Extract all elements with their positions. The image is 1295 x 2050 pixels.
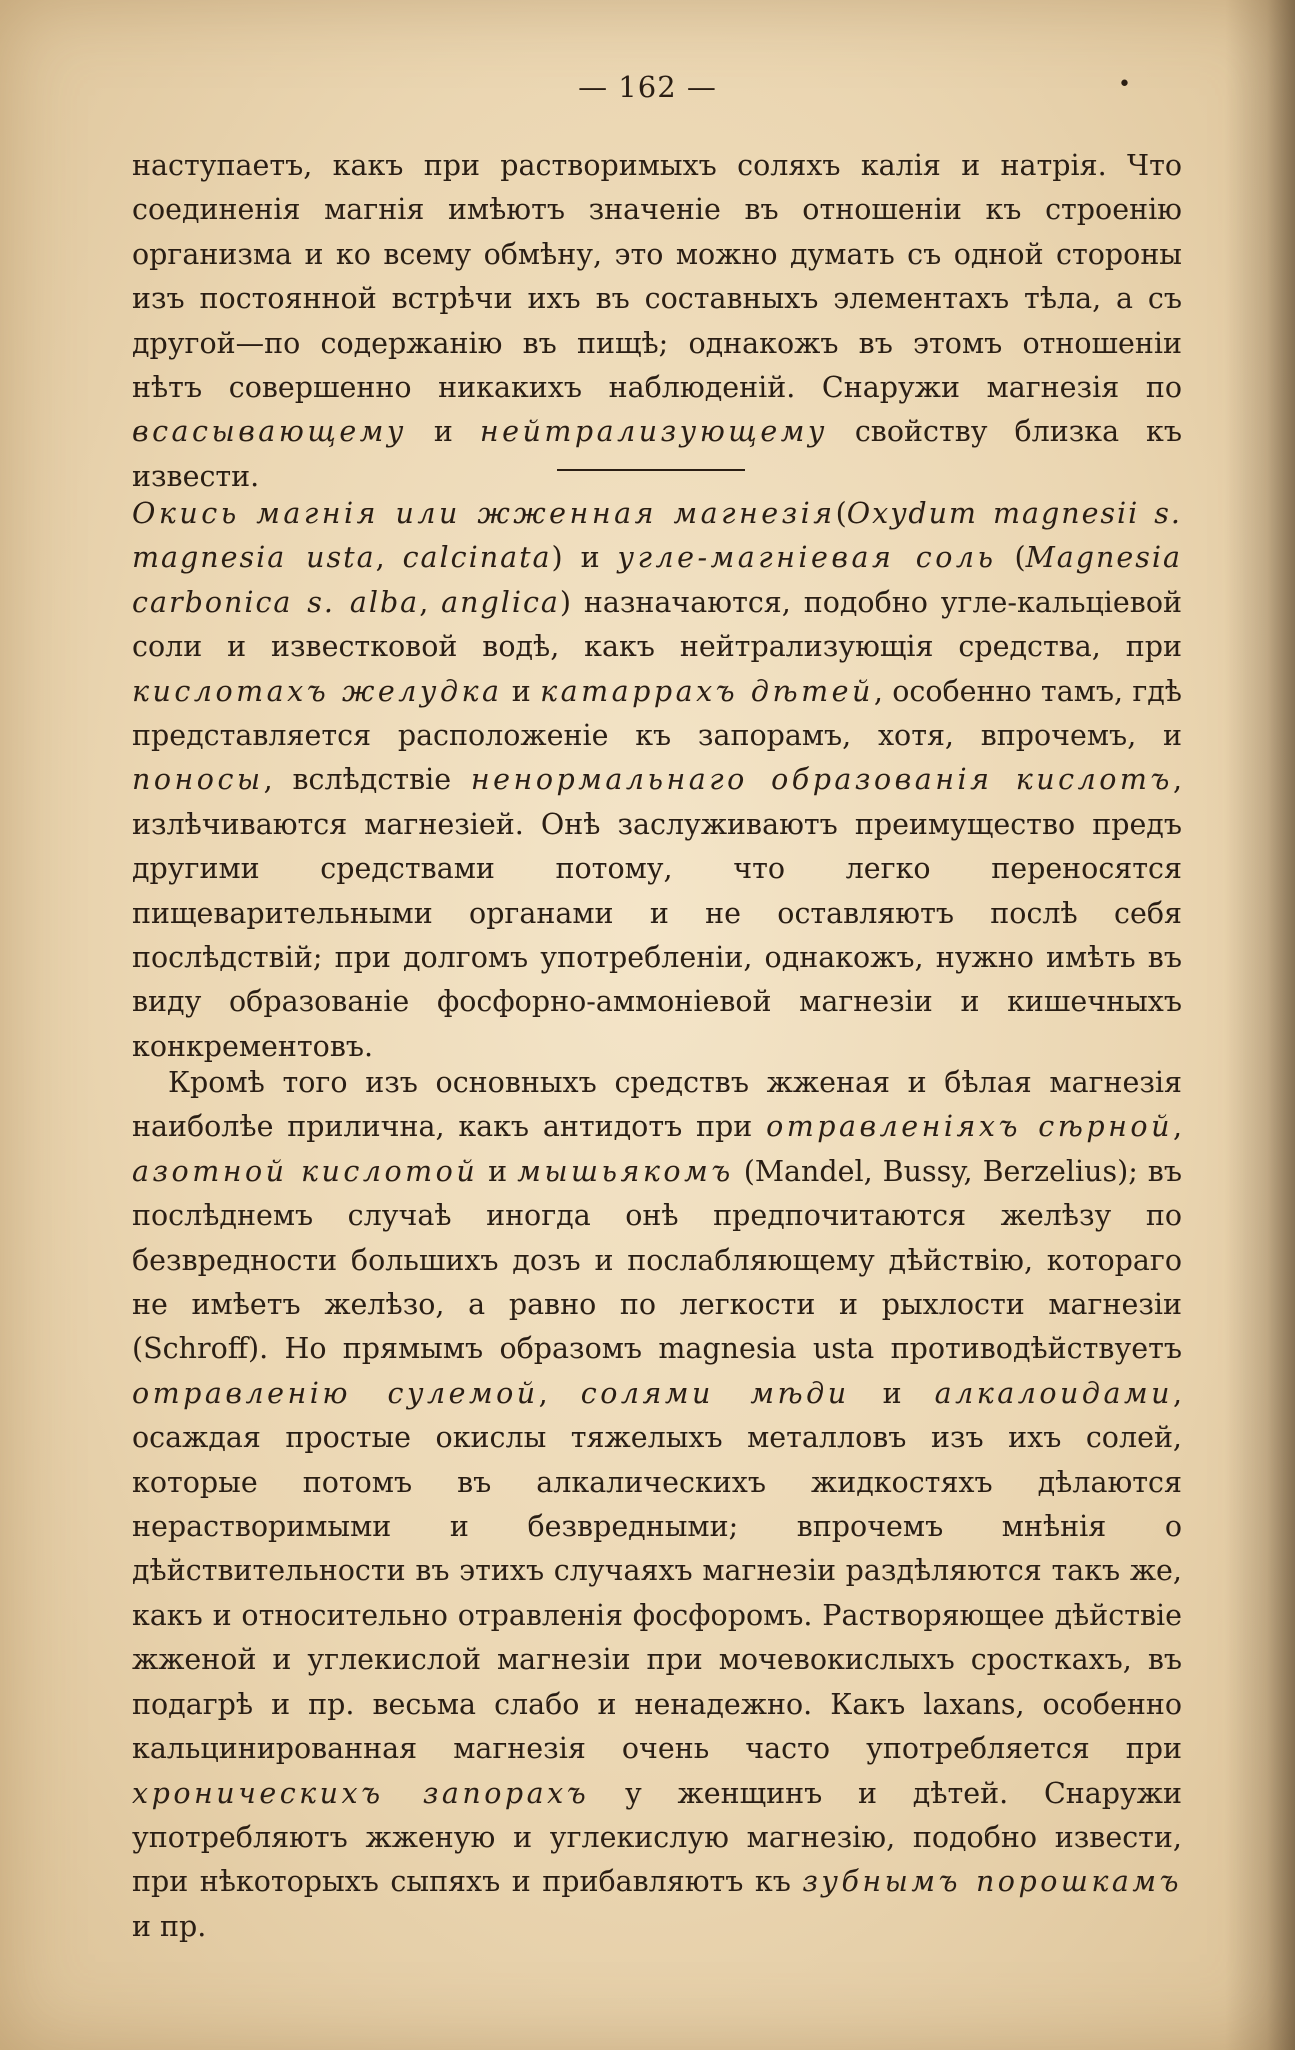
- text-run: ,: [538, 1376, 581, 1410]
- print-speck: •: [1118, 72, 1131, 97]
- text-run: ,: [375, 541, 403, 575]
- spine-shadow: [1225, 0, 1295, 2050]
- text-run: свойству близка къ извести.: [132, 415, 1182, 493]
- text-run: и пр.: [132, 1909, 207, 1943]
- emphasized-term: хроническихъ запорахъ: [132, 1776, 590, 1810]
- text-run: (: [835, 497, 847, 530]
- emphasized-term: зубнымъ порошкамъ: [802, 1865, 1182, 1899]
- emphasized-term: calcinata: [402, 541, 552, 575]
- emphasized-term: угле-магніевая соль: [617, 541, 997, 575]
- emphasized-term: Oxydum magnesii s. magnesia usta: [132, 497, 1182, 575]
- emphasized-term: мышьякомъ: [517, 1154, 734, 1188]
- emphasized-term: всасывающему: [132, 415, 407, 449]
- paragraph-2: [132, 492, 1182, 1069]
- emphasized-term: солями мѣди: [580, 1376, 850, 1410]
- emphasized-term: ненормальнаго образованія кислотъ: [470, 763, 1173, 797]
- text-run: , особенно тамъ, гдѣ представляется расположеніе къ запорамъ, хотя, впрочемъ, и: [132, 674, 1182, 753]
- emphasized-term: отравленію сулемой: [132, 1376, 539, 1410]
- text-run: (: [996, 541, 1026, 575]
- emphasized-term: отравленіяхъ сѣрной: [766, 1110, 1173, 1144]
- emphasized-term: anglica: [441, 585, 560, 619]
- text-run: , излѣчиваются магнезіей. Онѣ заслуживаютъ преимущество предъ другими средствами потому, что легко переносятся пищеварительными органами и не оставляютъ послѣ себя послѣдствій; при долгомъ употребленіи, однакожъ, нужно имѣть въ виду образованіе фосфорно-аммоніевой магнезіи и кишечныхъ конкрементовъ.: [132, 763, 1182, 1063]
- emphasized-term: Magnesia carbonica s. alba: [132, 541, 1182, 619]
- text-run: (Mandel, Bussy, Berzelius); въ послѣднемъ случаѣ иногда онѣ предпочитаются желѣзу по безвредности большихъ дозъ и послабляющему дѣйствію, котораго не имѣетъ желѣзо, а равно по легкости и рыхлости магнезіи (Schroff). Но прямымъ образомъ magnesia usta противодѣйствуетъ: [132, 1154, 1182, 1366]
- emphasized-term: катаррахъ дѣтей: [540, 674, 874, 708]
- paragraph-1: [132, 144, 1182, 499]
- text-run: ,: [419, 585, 442, 619]
- paragraph-3: [132, 1061, 1182, 1949]
- text-run: Кромѣ того изъ основныхъ средствъ жженая и бѣлая магнезія наиболѣе прилична, какъ антидотъ при: [132, 1066, 1182, 1144]
- emphasized-term: поносы: [132, 763, 264, 797]
- emphasized-term: Окись магнія или жженная магнезія: [132, 497, 836, 530]
- emphasized-term: кислотахъ желудка: [132, 674, 503, 708]
- text-run: ) и: [551, 541, 618, 575]
- text-run: и: [849, 1376, 935, 1410]
- text-run: и: [478, 1154, 518, 1188]
- page-number: — 162 —: [578, 70, 717, 104]
- text-run: и: [502, 674, 541, 708]
- text-run: , осаждая простые окислы тяжелыхъ металловъ изъ ихъ солей, которые потомъ въ алкалическихъ жидкостяхъ дѣлаются нерастворимыми и безвредными; впрочемъ мнѣнія о дѣйствительности въ этихъ случаяхъ магнезіи раздѣляются такъ же, какъ и относительно отравленія фосфоромъ. Растворяющее дѣйствіе жженой и углекислой магнезіи при мочевокислыхъ сросткахъ, въ подагрѣ и пр. весьма слабо и ненадежно. Какъ laxans, особенно кальцинированная магнезія очень часто употребляется при: [132, 1376, 1182, 1766]
- emphasized-term: азотной кислотой: [132, 1154, 479, 1188]
- text-run: ) назначаются, подобно угле-кальціевой соли и известковой водѣ, какъ нейтрализующія средства, при: [132, 585, 1182, 664]
- emphasized-term: алкалоидами: [934, 1376, 1173, 1410]
- text-run: , вслѣдствіе: [263, 763, 471, 797]
- emphasized-term: нейтрализующему: [479, 415, 828, 449]
- section-divider: [557, 469, 745, 471]
- text-run: и: [406, 415, 480, 449]
- text-run: наступаетъ, какъ при растворимыхъ соляхъ калія и натрія. Что соединенія магнія имѣютъ значеніе въ отношеніи къ строенію организма и ко всему обмѣну, это можно думать съ одной стороны изъ постоянной встрѣчи ихъ въ составныхъ элементахъ тѣла, а съ другой—по содержанію въ пищѣ; однакожъ въ этомъ отношеніи нѣтъ совершенно никакихъ наблюденій. Снаружи магнезія по: [132, 149, 1182, 405]
- text-run: у женщинъ и дѣтей. Снаружи употребляютъ жженую и углекислую магнезію, подобно извести, при нѣкоторыхъ сыпяхъ и прибавляютъ къ: [132, 1776, 1183, 1899]
- text-run: ,: [1172, 1110, 1182, 1144]
